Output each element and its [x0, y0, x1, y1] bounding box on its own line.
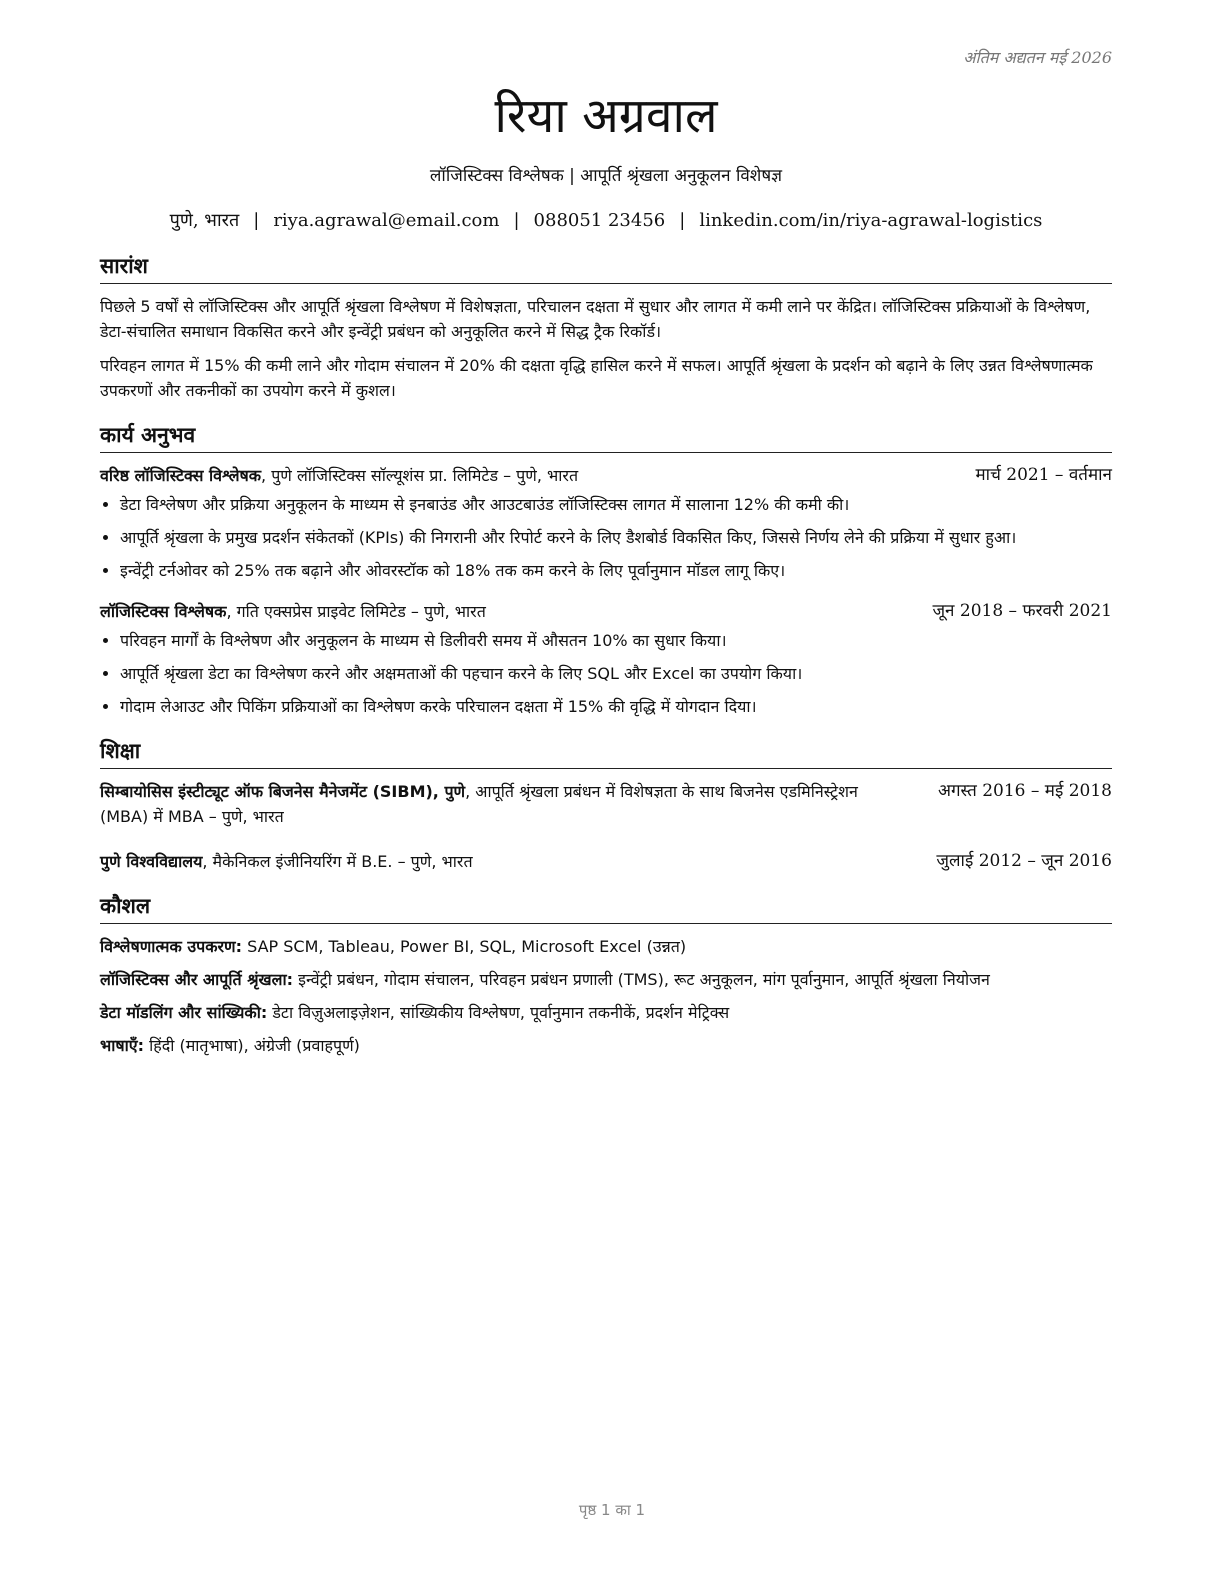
skill-row: [100, 934, 1112, 959]
candidate-name: रिया अग्रवाल: [494, 88, 718, 144]
summary-paragraph: परिवहन लागत में 15% की कमी लाने और गोदाम संचालन में 20% की दक्षता वृद्धि हासिल करने में सफल। आपूर्ति श्रृंखला के प्रदर्शन को बढ़ाने के लिए उन्नत विश्लेषणात्मक उपकरणों और तकनीकों का उपयोग करने में कुशल।: [100, 356, 1093, 400]
skill-value: SAP SCM, Tableau, Power BI, SQL, Microsoft Excel (उन्नत): [242, 937, 687, 956]
contact-separator: |: [513, 210, 520, 231]
section-title-summary: सारांश: [100, 252, 1112, 284]
job-bullet: • परिवहन मार्गों के विश्लेषण और अनुकूलन के माध्यम से डिलीवरी समय में औसतन 10% का सुधार किया।: [120, 628, 1112, 653]
job-bullets: [100, 492, 1112, 583]
job-header: [100, 463, 1112, 488]
last-updated: अंतिम अद्यतन मई 2026: [963, 48, 1112, 67]
contact-separator: |: [253, 210, 260, 231]
skill-label: भाषाएँ:: [100, 1036, 145, 1055]
section-title-education: शिक्षा: [100, 737, 1112, 769]
candidate-subtitle: लॉजिस्टिक्स विश्लेषक | आपूर्ति श्रृंखला अनुकूलन विशेषज्ञ: [429, 166, 783, 186]
skill-row: [100, 967, 1112, 992]
contact-email[interactable]: riya.agrawal@email.com: [273, 210, 500, 231]
contact-phone[interactable]: 088051 23456: [533, 210, 666, 231]
contact-linkedin[interactable]: linkedin.com/in/riya-agrawal-logistics: [699, 210, 1043, 231]
job-role: लॉजिस्टिक्स विश्लेषक: [100, 602, 227, 621]
contact-separator: |: [679, 210, 686, 231]
education-detail: , आपूर्ति श्रृंखला प्रबंधन में विशेषज्ञता के साथ बिजनेस एडमिनिस्ट्रेशन (MBA) में MBA – पुणे, भारत: [100, 782, 858, 826]
job-title-line: [100, 463, 578, 488]
skill-value: डेटा विज़ुअलाइज़ेशन, सांख्यिकीय विश्लेषण, पूर्वानुमान तकनीकें, प्रदर्शन मेट्रिक्स: [267, 1003, 730, 1022]
job-role: वरिष्ठ लॉजिस्टिक्स विश्लेषक: [100, 466, 262, 485]
job-dates: मार्च 2021 – वर्तमान: [975, 465, 1112, 485]
education-line: [100, 849, 473, 874]
skill-row: [100, 1000, 1112, 1025]
job-entry: [100, 463, 1112, 583]
contact-location: पुणे, भारत: [169, 210, 240, 231]
job-entry: [100, 599, 1112, 719]
skill-value: हिंदी (मातृभाषा), अंग्रेजी (प्रवाहपूर्ण): [144, 1036, 360, 1055]
skill-row: [100, 1033, 1112, 1058]
education-entry: [100, 849, 1112, 874]
skill-label: डेटा मॉडलिंग और सांख्यिकी:: [100, 1003, 268, 1022]
job-bullets: [100, 628, 1112, 719]
education-line: [100, 779, 890, 829]
summary-paragraph: पिछले 5 वर्षों से लॉजिस्टिक्स और आपूर्ति श्रृंखला विश्लेषण में विशेषज्ञता, परिचालन दक्षता में सुधार और लागत में कमी लाने पर केंद्रित। लॉजिस्टिक्स प्रक्रियाओं के विश्लेषण, डेटा-संचालित समाधान विकसित करने और इन्वेंट्री प्रबंधन को अनुकूलित करने में सिद्ध ट्रैक रिकॉर्ड।: [100, 297, 1091, 341]
job-bullet: • आपूर्ति श्रृंखला डेटा का विश्लेषण करने और अक्षमताओं की पहचान करने के लिए SQL और Excel का उपयोग किया।: [120, 661, 1112, 686]
job-header: [100, 599, 1112, 624]
education-institution: पुणे विश्वविद्यालय: [100, 852, 203, 871]
job-bullet: • डेटा विश्लेषण और प्रक्रिया अनुकूलन के माध्यम से इनबाउंड और आउटबाउंड लॉजिस्टिक्स लागत में सालाना 12% की कमी की।: [120, 492, 1112, 517]
education-dates: जुलाई 2012 – जून 2016: [936, 851, 1112, 871]
contact-line: [100, 208, 1112, 234]
section-title-skills: कौशल: [100, 892, 1112, 924]
job-company: , पुणे लॉजिस्टिक्स सॉल्यूशंस प्रा. लिमिटेड – पुणे, भारत: [261, 466, 579, 485]
section-title-experience: कार्य अनुभव: [100, 421, 1112, 453]
job-title-line: [100, 599, 486, 624]
job-bullet: • इन्वेंट्री टर्नओवर को 25% तक बढ़ाने और ओवरस्टॉक को 18% तक कम करने के लिए पूर्वानुमान मॉडल लागू किए।: [120, 558, 1112, 583]
skill-value: इन्वेंट्री प्रबंधन, गोदाम संचालन, परिवहन प्रबंधन प्रणाली (TMS), रूट अनुकूलन, मांग पूर्वानुमान, आपूर्ति श्रृंखला नियोजन: [293, 970, 990, 989]
education-detail: , मैकेनिकल इंजीनियरिंग में B.E. – पुणे, भारत: [202, 852, 473, 871]
job-bullet: • गोदाम लेआउट और पिकिंग प्रक्रियाओं का विश्लेषण करके परिचालन दक्षता में 15% की वृद्धि में योगदान दिया।: [120, 694, 1112, 719]
page-number: पृष्ठ 1 का 1: [578, 1501, 646, 1519]
skill-label: विश्लेषणात्मक उपकरण:: [100, 937, 243, 956]
skill-label: लॉजिस्टिक्स और आपूर्ति श्रृंखला:: [100, 970, 294, 989]
education-dates: अगस्त 2016 – मई 2018: [937, 781, 1112, 801]
job-company: , गति एक्सप्रेस प्राइवेट लिमिटेड – पुणे, भारत: [226, 602, 486, 621]
job-bullet: • आपूर्ति श्रृंखला के प्रमुख प्रदर्शन संकेतकों (KPIs) की निगरानी और रिपोर्ट करने के लिए डैशबोर्ड विकसित किए, जिससे निर्णय लेने की प्रक्रिया में सुधार हुआ।: [120, 525, 1112, 550]
job-dates: जून 2018 – फरवरी 2021: [932, 601, 1112, 621]
education-institution: सिम्बायोसिस इंस्टीट्यूट ऑफ बिजनेस मैनेजमेंट (SIBM), पुणे: [100, 782, 466, 801]
education-entry: [100, 779, 1112, 829]
